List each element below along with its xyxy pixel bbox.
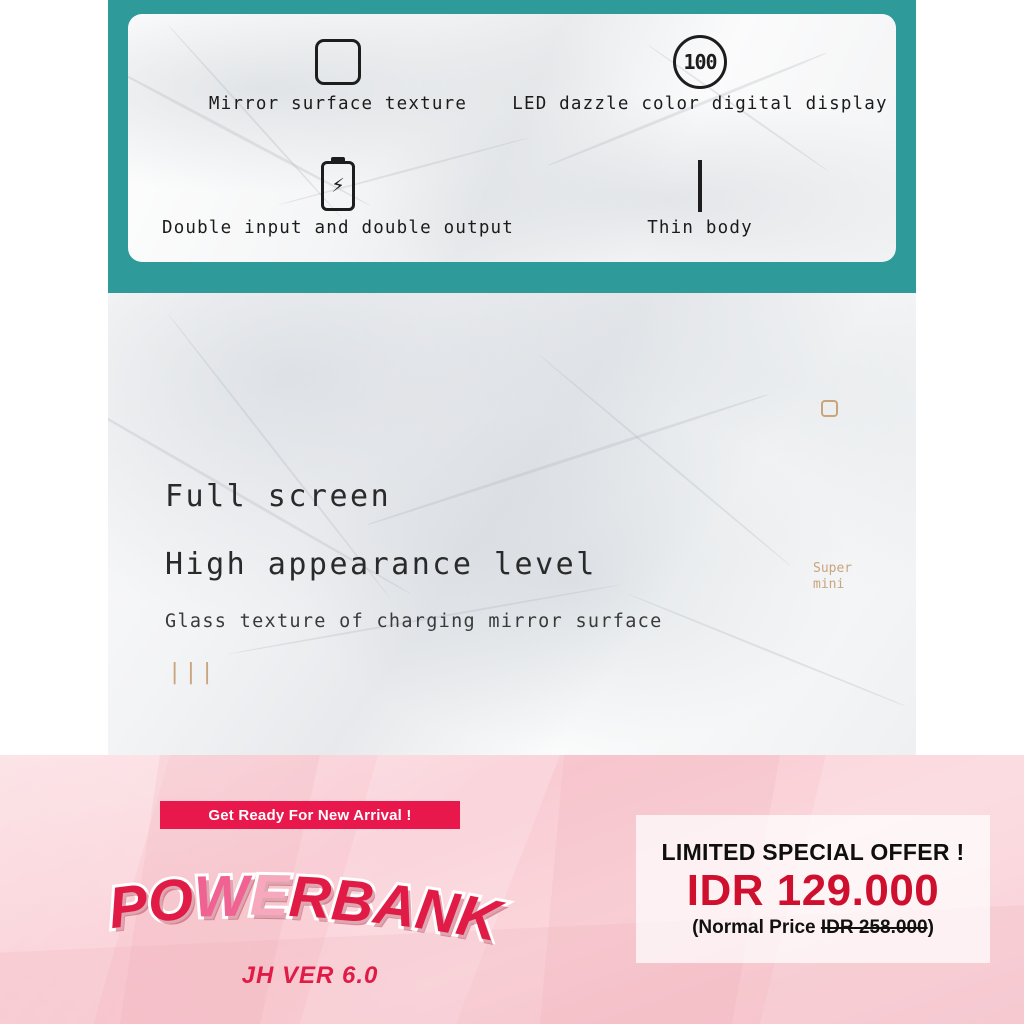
- mini-square-icon: [821, 400, 838, 417]
- feature-item-thin-body: [500, 154, 896, 238]
- promo-band: [0, 755, 1024, 1024]
- product-version: JH VER 6.0: [241, 962, 379, 989]
- led-display-icon: [500, 30, 896, 94]
- thin-bar-icon: [500, 154, 896, 218]
- feature-label: Mirror surface texture: [208, 94, 468, 114]
- product-title: [36, 862, 576, 959]
- offer-title: LIMITED SPECIAL OFFER !: [661, 839, 965, 866]
- led-display-value: 100: [673, 35, 727, 89]
- headline-line-2: High appearance level: [165, 547, 597, 582]
- headline-line-1: Full screen: [165, 479, 392, 514]
- feature-band: [108, 0, 916, 293]
- marble-panel: [108, 293, 916, 755]
- product-letter: O: [145, 866, 197, 935]
- offer-normal-price: [692, 917, 934, 939]
- new-arrival-ribbon: Get Ready For New Arrival !: [160, 801, 460, 829]
- product-letter: R: [287, 863, 335, 932]
- product-letter: K: [451, 882, 507, 955]
- feature-label: Double input and double output: [161, 218, 515, 238]
- product-letter: B: [329, 867, 378, 936]
- product-letter: A: [370, 870, 422, 941]
- super-mini-line-1: Super: [813, 561, 853, 576]
- offer-price: IDR 129.000: [686, 866, 940, 916]
- headline-subtitle: Glass texture of charging mirror surface: [165, 611, 663, 632]
- feature-item-double-io: [138, 154, 538, 238]
- normal-price-value: IDR 258.000: [820, 916, 928, 938]
- bars-icon: |||: [168, 660, 217, 685]
- offer-box: [636, 815, 990, 963]
- feature-item-mirror-surface: [138, 30, 538, 114]
- bolt-glyph: ⚡: [331, 173, 345, 198]
- feature-card: [128, 14, 896, 262]
- mirror-square-icon: [138, 30, 538, 94]
- product-letter: W: [193, 863, 251, 930]
- product-letter: N: [411, 875, 465, 947]
- feature-label: Thin body: [647, 218, 753, 238]
- battery-bolt-icon: [138, 154, 538, 218]
- super-mini-line-2: mini: [813, 577, 845, 593]
- normal-price-prefix: (Normal Price: [692, 916, 821, 938]
- feature-item-led-display: [500, 30, 896, 114]
- product-letter: P: [105, 871, 153, 942]
- normal-price-suffix: ): [927, 916, 934, 938]
- product-letter: E: [249, 862, 291, 929]
- super-mini-badge: [813, 561, 852, 594]
- feature-label: LED dazzle color digital display: [512, 94, 888, 114]
